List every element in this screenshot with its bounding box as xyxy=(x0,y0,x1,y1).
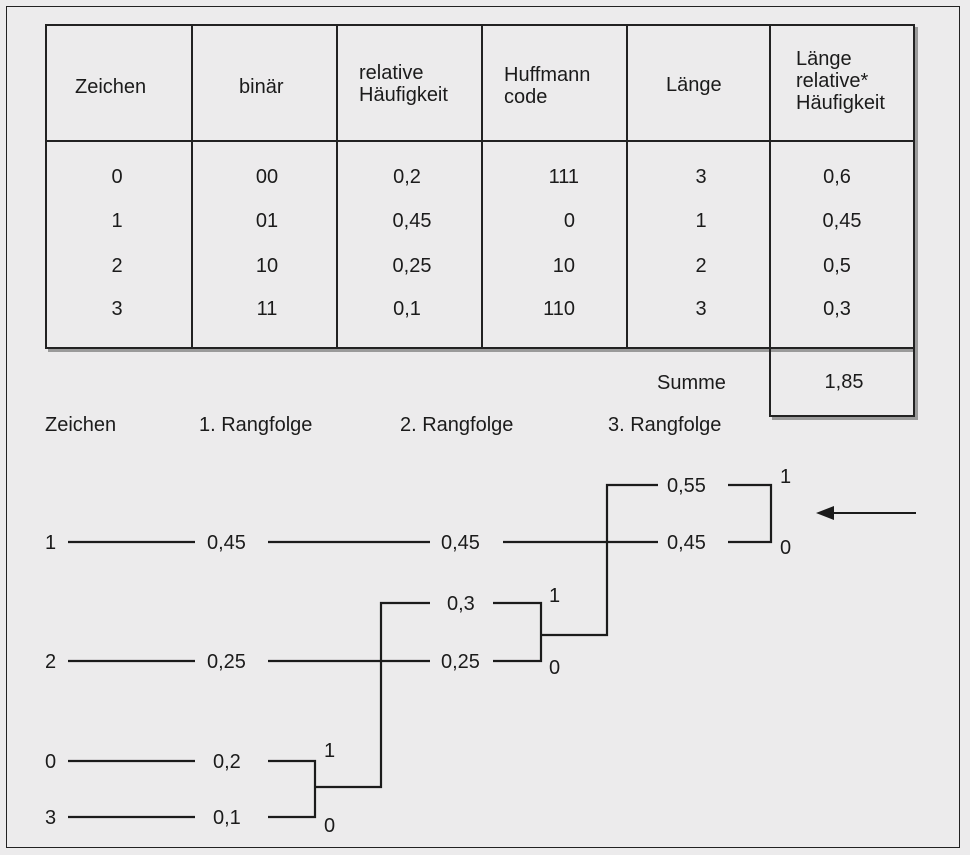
table-cell: 3 xyxy=(695,298,707,320)
table-cell: 0,5 xyxy=(823,255,851,277)
header-line: Länge xyxy=(796,48,852,70)
branch-label: 0 xyxy=(549,657,561,679)
table-cell: 10 xyxy=(255,255,279,277)
branch-label: 1 xyxy=(549,585,561,607)
header-binaer: binär xyxy=(239,76,284,98)
rank2-value: 0,25 xyxy=(441,651,480,673)
tree-symbol: 2 xyxy=(45,651,57,673)
table-cell: 3 xyxy=(111,298,123,320)
rank1-value: 0,45 xyxy=(207,532,246,554)
branch-label: 1 xyxy=(780,466,792,488)
arrow-icon xyxy=(816,506,916,520)
rank3-value: 0,55 xyxy=(667,475,706,497)
branch-label: 1 xyxy=(324,740,336,762)
table-cell: 1 xyxy=(111,210,123,232)
table-cell: 10 xyxy=(552,255,575,277)
rank2-value: 0,45 xyxy=(441,532,480,554)
tree-header-zeichen: Zeichen xyxy=(45,414,117,436)
rank2-value: 0,3 xyxy=(447,593,475,615)
tree-header-rank2: 2. Rangfolge xyxy=(400,414,514,436)
header-line: Häufigkeit xyxy=(796,92,885,114)
header-line: Häufigkeit xyxy=(359,84,448,106)
header-line: code xyxy=(504,86,548,108)
table-cell: 01 xyxy=(255,210,279,232)
table-cell: 1 xyxy=(695,210,707,232)
table-cell: 111 xyxy=(548,166,579,188)
tree-symbol: 3 xyxy=(45,807,57,829)
merge-bracket xyxy=(493,603,541,661)
table-cell: 0,3 xyxy=(823,298,851,320)
table-cell: 0 xyxy=(563,210,575,232)
sum-label: Summe xyxy=(657,372,726,394)
branch-label: 0 xyxy=(780,537,792,559)
rank1-value: 0,2 xyxy=(213,751,241,773)
table-cell: 0,2 xyxy=(393,166,421,188)
table-cell: 2 xyxy=(111,255,123,277)
tree-header-rank1: 1. Rangfolge xyxy=(199,414,313,436)
merge-link xyxy=(541,485,658,635)
rank1-value: 0,1 xyxy=(213,807,241,829)
header-line: relative* xyxy=(796,70,869,92)
table-cell: 11 xyxy=(256,298,278,320)
sum-value: 1,85 xyxy=(824,371,864,393)
merge-bracket xyxy=(268,761,315,817)
table-cell: 0,6 xyxy=(823,166,851,188)
table-cell: 0,25 xyxy=(392,255,432,277)
header-line: Huffmann xyxy=(504,64,591,86)
tree-symbol: 0 xyxy=(45,751,57,773)
tree-symbol: 1 xyxy=(45,532,57,554)
table-cell: 00 xyxy=(255,166,279,188)
branch-label: 0 xyxy=(324,815,336,837)
header-zeichen: Zeichen xyxy=(75,76,147,98)
rank3-value: 0,45 xyxy=(667,532,706,554)
merge-bracket xyxy=(728,485,771,542)
table-cell: 3 xyxy=(695,166,707,188)
table-cell: 2 xyxy=(695,255,707,277)
table-cell: 0,45 xyxy=(392,210,432,232)
table-cell: 110 xyxy=(543,298,575,320)
tree-header-rank3: 3. Rangfolge xyxy=(608,414,722,436)
table-cell: 0 xyxy=(111,166,123,188)
header-line: relative xyxy=(359,62,424,84)
table-cell: 0,45 xyxy=(822,210,862,232)
table-cell: 0,1 xyxy=(393,298,421,320)
rank1-value: 0,25 xyxy=(207,651,246,673)
header-laenge: Länge xyxy=(666,74,722,96)
